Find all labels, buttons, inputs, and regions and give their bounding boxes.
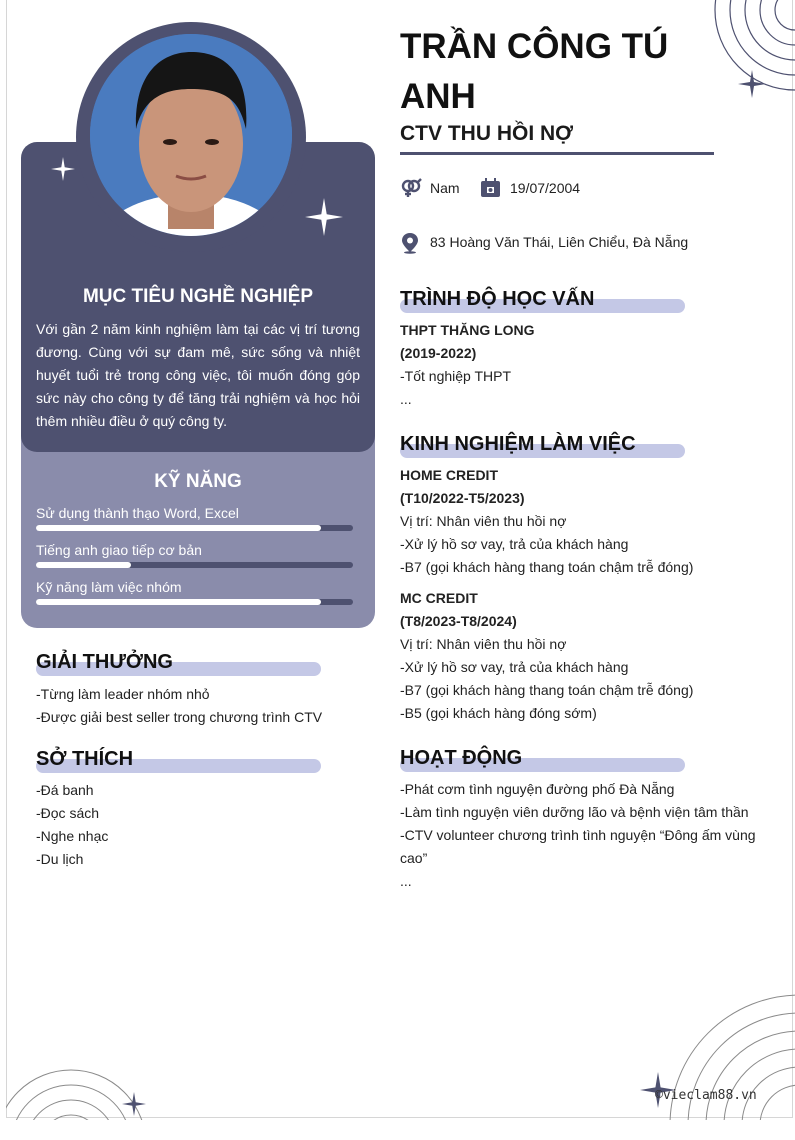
candidate-role: CTV THU HỒI NỢ <box>400 122 574 145</box>
sparkle-icon <box>51 157 75 181</box>
job-line: Vị trí: Nhân viên thu hồi nợ <box>400 636 567 652</box>
sparkle-icon <box>122 1092 146 1116</box>
school-name: THPT THĂNG LONG <box>400 322 535 338</box>
activities-title: HOẠT ĐỘNG <box>400 747 523 769</box>
location-pin-icon <box>400 232 420 254</box>
sparkle-icon <box>305 198 343 236</box>
awards-title: GIẢI THƯỞNG <box>36 651 173 673</box>
job-line: -B7 (gọi khách hàng thang toán chậm trễ đóng) <box>400 682 694 698</box>
job-company: MC CREDIT <box>400 590 478 606</box>
birthdate-value: 19/07/2004 <box>510 180 581 196</box>
skill-bar-fill <box>36 599 321 605</box>
experience-title: KINH NGHIỆM LÀM VIỆC <box>400 433 636 455</box>
avatar-photo <box>90 34 292 236</box>
skill-label: Tiếng anh giao tiếp cơ bản <box>36 542 202 558</box>
skill-bar-track <box>36 562 353 568</box>
role-divider <box>400 152 714 155</box>
activity-line: ... <box>400 873 412 889</box>
job-line: Vị trí: Nhân viên thu hồi nợ <box>400 513 567 529</box>
address-value: 83 Hoàng Văn Thái, Liên Chiểu, Đà Nẵng <box>430 234 689 250</box>
job-line: -B5 (gọi khách hàng đóng sớm) <box>400 705 597 721</box>
skill-bar-track <box>36 599 353 605</box>
gender-value: Nam <box>430 180 460 196</box>
objective-text: Với gần 2 năm kinh nghiệm làm tại các vị trí tương đương. Cùng với sự đam mê, sức sống và nhiệt huyết tuổi trẻ trong công việc, tôi muốn đóng góp sức này cho công ty để tăng trải nghiệm và học hỏi thêm nhiều điều ở quý công ty. <box>36 321 360 429</box>
job-company: HOME CREDIT <box>400 467 498 483</box>
hobby-line: -Đọc sách <box>36 805 100 821</box>
hobby-line: -Đá banh <box>36 782 94 798</box>
calendar-icon <box>480 178 501 198</box>
education-period: (2019-2022) <box>400 345 477 361</box>
hobby-line: -Du lịch <box>36 851 84 867</box>
education-line: -Tốt nghiệp THPT <box>400 368 512 384</box>
activity-line: -CTV volunteer chương trình tình nguyện “Đông ấm vùng <box>400 827 756 843</box>
skill-bar-fill <box>36 525 321 531</box>
hobbies-title: SỞ THÍCH <box>36 748 134 770</box>
skill-bar-track <box>36 525 353 531</box>
objective-title: MỤC TIÊU NGHỀ NGHIỆP <box>82 286 314 307</box>
award-line: -Từng làm leader nhóm nhỏ <box>36 686 210 702</box>
sparkle-icon <box>738 70 766 98</box>
activity-line: cao” <box>400 850 428 866</box>
job-line: -Xử lý hồ sơ vay, trả của khách hàng <box>400 659 629 675</box>
job-line: -Xử lý hồ sơ vay, trả của khách hàng <box>400 536 629 552</box>
job-period: (T10/2022-T5/2023) <box>400 490 525 506</box>
skill-label: Kỹ năng làm việc nhóm <box>36 579 182 595</box>
award-line: -Được giải best seller trong chương trình CTV <box>36 709 323 725</box>
gender-icon <box>400 178 422 198</box>
skills-title: KỸ NĂNG <box>154 471 242 492</box>
job-line: -B7 (gọi khách hàng thang toán chậm trễ đóng) <box>400 559 694 575</box>
watermark: ©vieclam88.vn <box>655 1088 757 1103</box>
education-title: TRÌNH ĐỘ HỌC VẤN <box>400 288 595 310</box>
job-period: (T8/2023-T8/2024) <box>400 613 517 629</box>
avatar <box>90 34 292 236</box>
education-line: ... <box>400 391 412 407</box>
skill-bar-fill <box>36 562 131 568</box>
candidate-name: TRẦN CÔNG TÚ ANH <box>400 27 669 116</box>
skill-label: Sử dụng thành thạo Word, Excel <box>36 505 239 521</box>
activity-line: -Phát cơm tình nguyện đường phố Đà Nẵng <box>400 781 675 797</box>
hobby-line: -Nghe nhạc <box>36 828 109 844</box>
activity-line: -Làm tình nguyện viên dưỡng lão và bệnh viện tâm thần <box>400 804 749 820</box>
